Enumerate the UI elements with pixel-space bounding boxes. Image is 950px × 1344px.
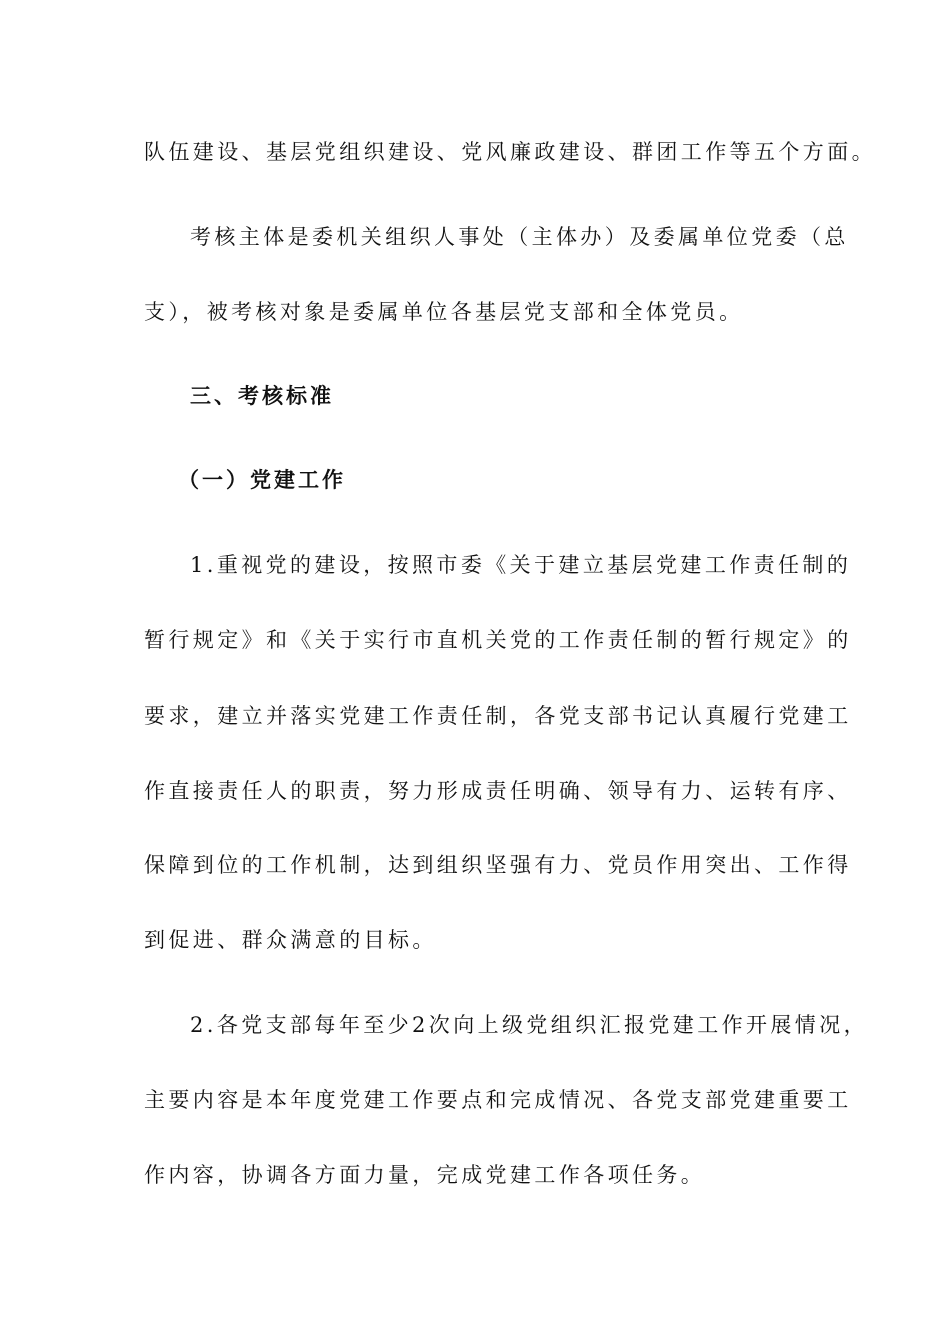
item-2-line-2: 主要内容是本年度党建工作要点和完成情况、各党支部党建重要工 (144, 1088, 852, 1112)
paragraph-assessment-subject-line-2: 支），被考核对象是委属单位各基层党支部和全体党员。 (144, 300, 744, 324)
subsection-heading-party-building: （一）党建工作 (178, 468, 346, 492)
paragraph-assessment-subject-line-1: 考核主体是委机关组织人事处（主体办）及委属单位党委（总 (190, 225, 849, 249)
item-1-line-2: 暂行规定》和《关于实行市直机关党的工作责任制的暂行规定》的 (144, 628, 852, 652)
item-2-line-3: 作内容，协调各方面力量，完成党建工作各项任务。 (144, 1163, 706, 1187)
section-heading-assessment-standards: 三、考核标准 (190, 384, 334, 408)
item-1-line-5: 保障到位的工作机制，达到组织坚强有力、党员作用突出、工作得 (144, 853, 852, 877)
item-1-line-4: 作直接责任人的职责，努力形成责任明确、领导有力、运转有序、 (144, 779, 852, 803)
item-2-line-1: 2.各党支部每年至少2次向上级党组织汇报党建工作开展情况， (190, 1013, 868, 1037)
item-1-line-6: 到促进、群众满意的目标。 (144, 928, 437, 952)
paragraph-line-continuation: 队伍建设、基层党组织建设、党风廉政建设、群团工作等五个方面。 (144, 140, 876, 164)
item-1-line-3: 要求，建立并落实党建工作责任制，各党支部书记认真履行党建工 (144, 704, 852, 728)
item-1-line-1: 1.重视党的建设，按照市委《关于建立基层党建工作责任制的 (190, 553, 852, 577)
